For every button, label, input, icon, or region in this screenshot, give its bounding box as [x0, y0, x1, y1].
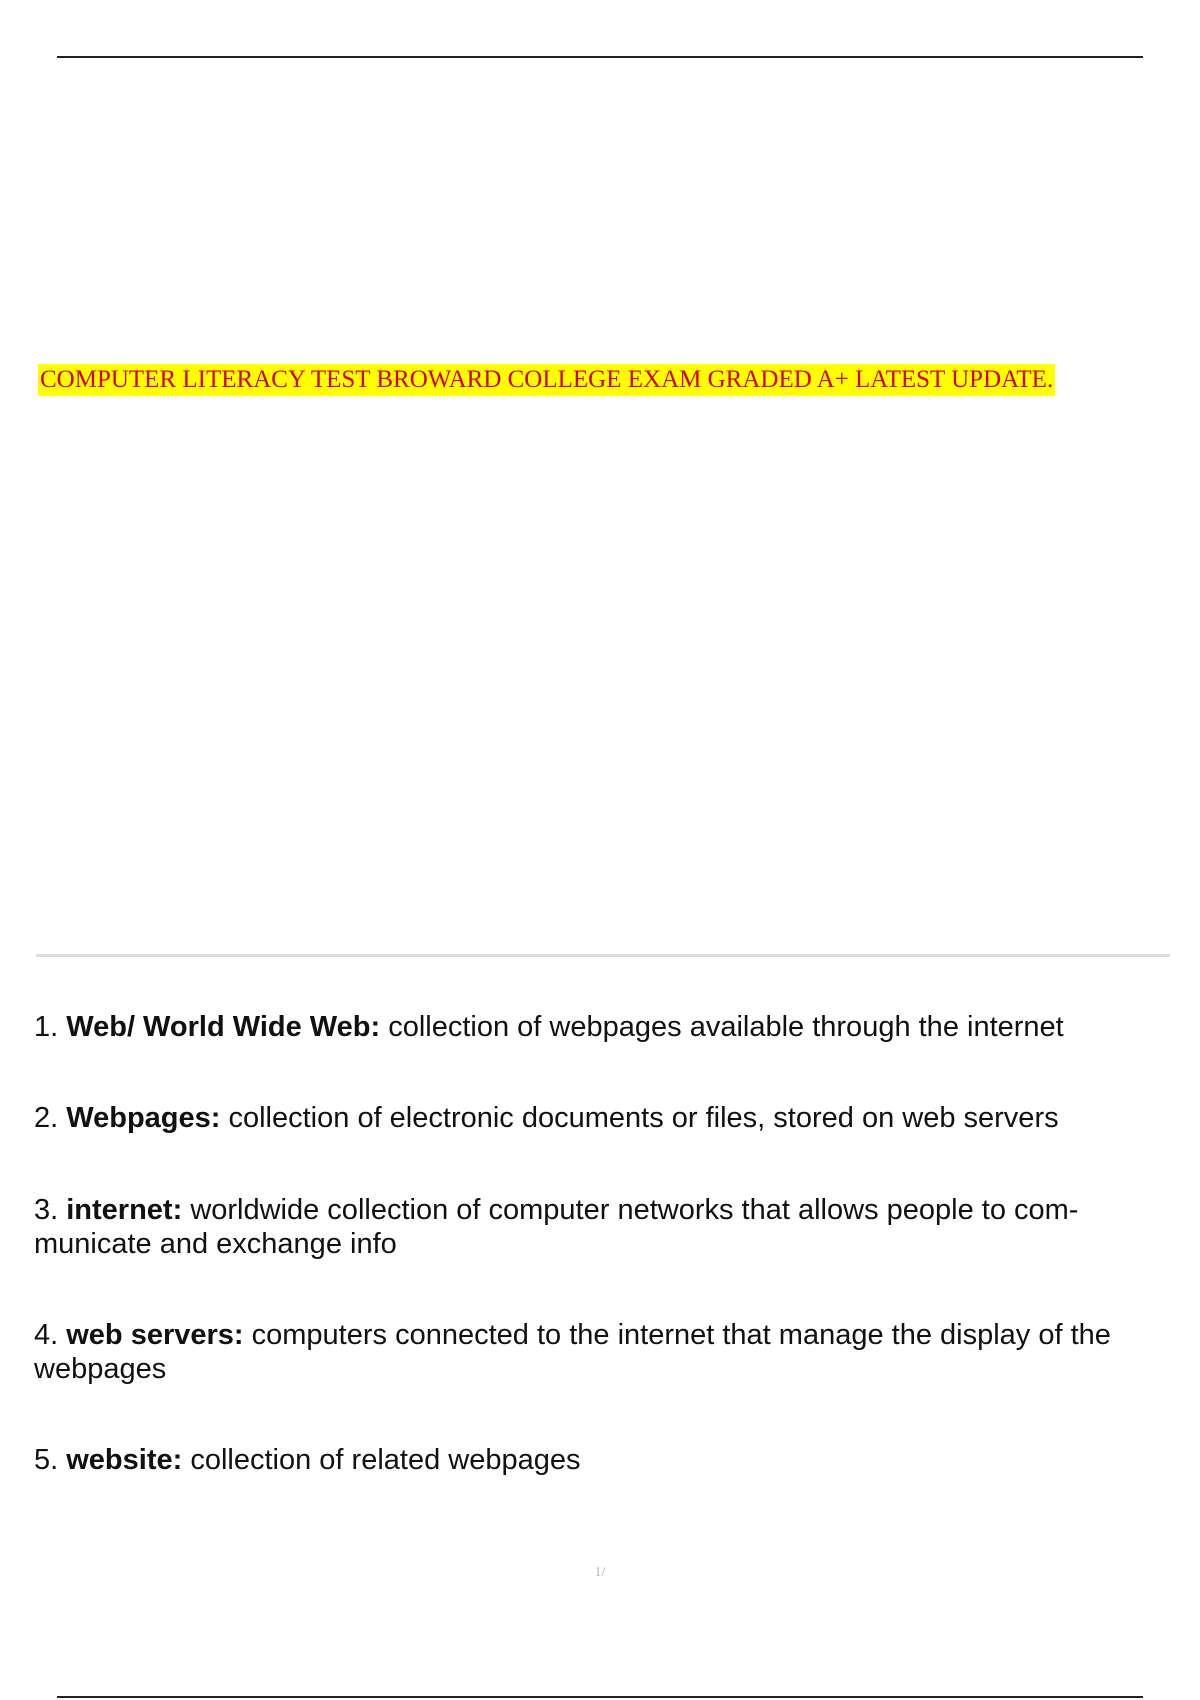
list-item [34, 1318, 1170, 1386]
item-definition: computers connected to the internet that manage the display of the webpages [34, 1319, 1111, 1385]
section-divider [36, 954, 1170, 957]
item-term: website: [66, 1444, 183, 1476]
item-term: internet: [66, 1194, 183, 1226]
bottom-rule [57, 1696, 1143, 1698]
document-header [38, 364, 1162, 396]
item-number: 5. [34, 1444, 59, 1476]
list-item [34, 1443, 1170, 1477]
item-number: 4. [34, 1319, 59, 1351]
item-term: Webpages: [66, 1102, 221, 1134]
item-definition: collection of related webpages [190, 1444, 581, 1476]
item-definition: worldwide collection of computer networks that allows people to com- municate and exchange info [34, 1194, 1079, 1260]
item-number: 2. [34, 1102, 59, 1134]
item-term: Web/ World Wide Web: [66, 1011, 381, 1043]
page-number: 1/ [594, 1565, 606, 1580]
document-title: COMPUTER LITERACY TEST BROWARD COLLEGE EXAM GRADED A+ LATEST UPDATE. [38, 364, 1055, 396]
item-number: 3. [34, 1194, 59, 1226]
list-item [34, 1101, 1170, 1135]
item-number: 1. [34, 1011, 59, 1043]
top-rule [57, 56, 1143, 58]
list-item [34, 1193, 1170, 1261]
item-definition: collection of webpages available through the internet [388, 1011, 1064, 1043]
list-item [34, 1010, 1170, 1044]
item-definition: collection of electronic documents or files, stored on web servers [228, 1102, 1059, 1134]
item-term: web servers: [66, 1319, 244, 1351]
